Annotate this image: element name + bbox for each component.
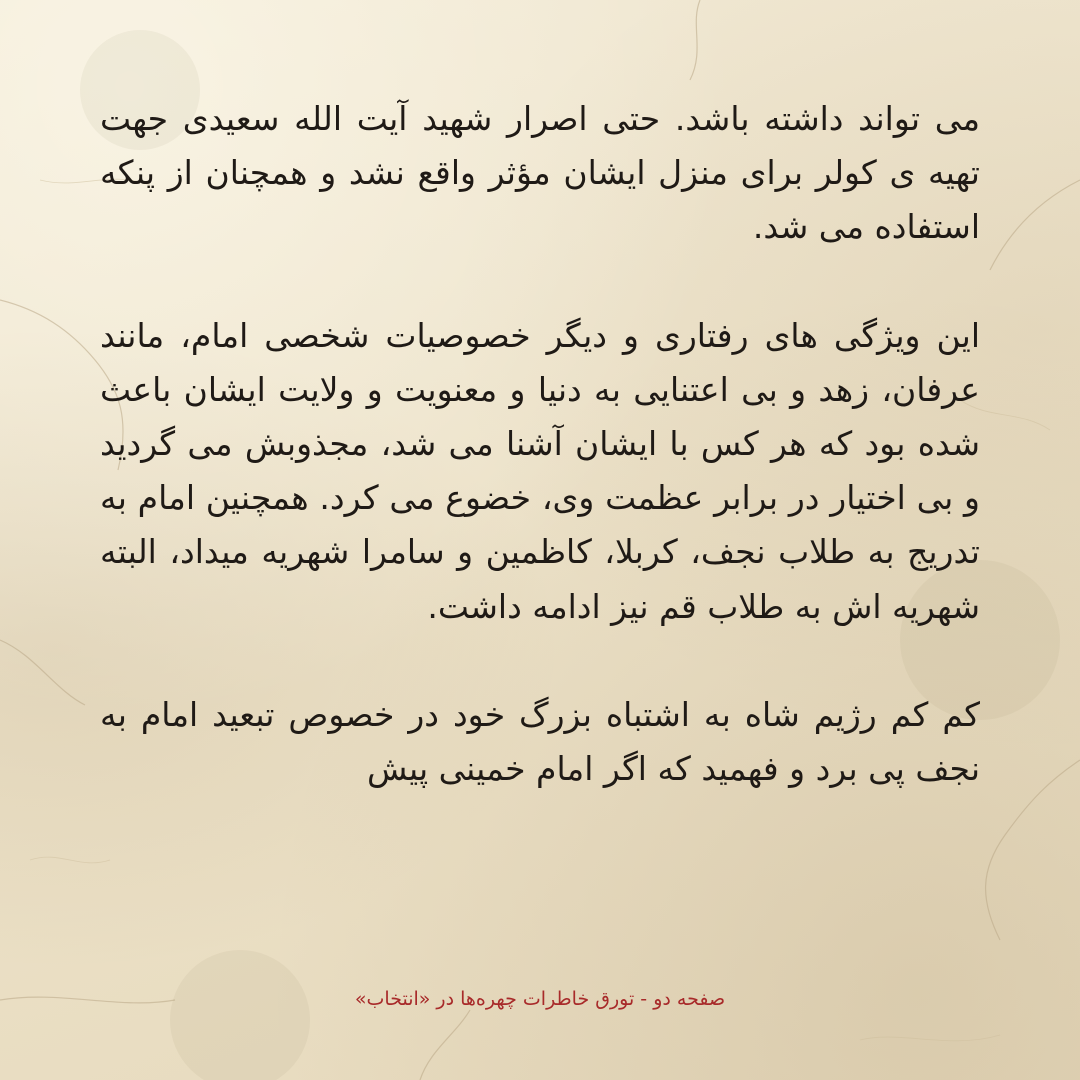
paragraph-1: می تواند داشته باشد. حتی اصرار شهید آیت الله سعیدی جهت تهیه ی کولر برای منزل ایشان مؤثر واقع نشد و همچنان از پنکه استفاده می شد. [100, 99, 980, 247]
page-caption: صفحه دو - تورق خاطرات چهره‌ها در «انتخاب» [354, 988, 726, 1010]
paragraph-3: کم کم رژیم شاه به اشتباه بزرگ خود در خصوص تبعید امام به نجف پی برد و فهمید که اگر امام خمینی پیش [100, 694, 980, 789]
body-text [100, 92, 980, 796]
paragraph-2: این ویژگی های رفتاری و دیگر خصوصیات شخصی امام، مانند عرفان، زهد و بی اعتنایی به دنیا و معنویت و ولایت ایشان باعث شده بود که هر کس با ایشان آشنا می شد، مجذوبش می گردید و بی اختیار در برابر عظمت وی، خضوع می کرد. همچنین امام به تدریج به طلاب نجف، کربلا، کاظمین و سامرا شهریه میداد، البته شهریه اش به طلاب قم نیز ادامه داشت. [100, 315, 980, 626]
